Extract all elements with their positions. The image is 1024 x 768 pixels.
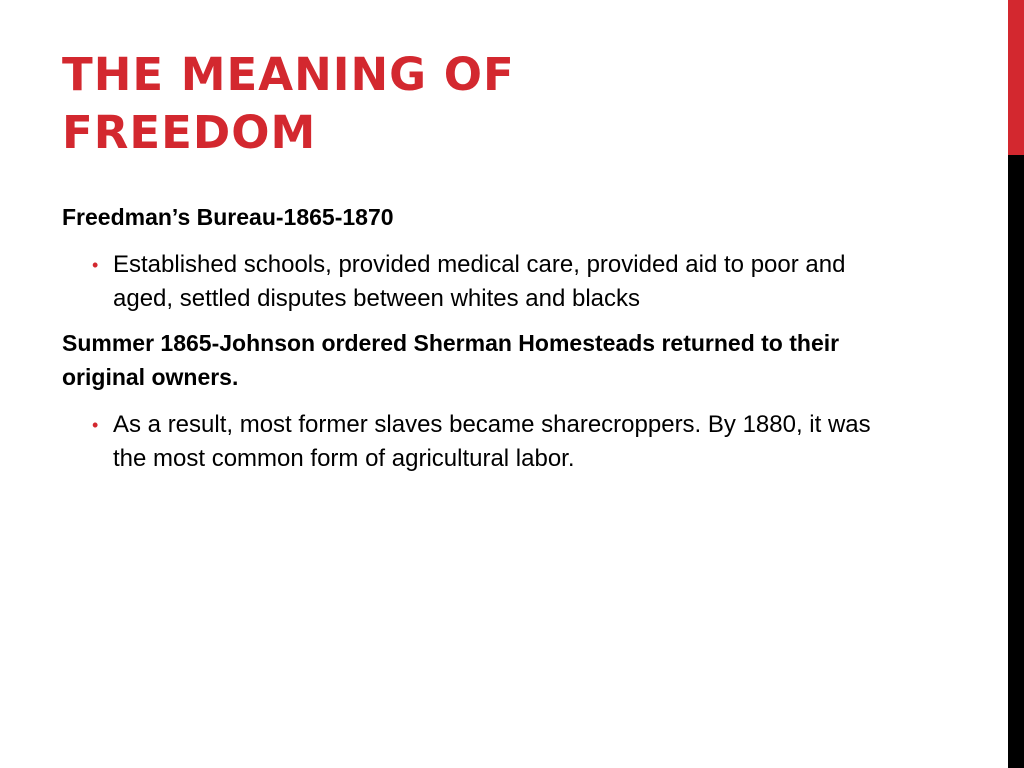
bullet-list <box>62 248 882 316</box>
slide-title <box>62 46 662 162</box>
slide-title-line-2: FREEDOM <box>62 106 317 159</box>
slide-body <box>62 200 882 476</box>
bullet-item <box>62 408 882 476</box>
bullet-item <box>62 248 882 316</box>
accent-bar-red <box>1008 0 1024 155</box>
bullet-text: Established schools, provided medical care, provided aid to poor and aged, settled disputes between whites and blacks <box>113 251 846 312</box>
bullet-text: As a result, most former slaves became sharecroppers. By 1880, it was the most common form of agricultural labor. <box>113 411 871 472</box>
slide-title-line-1: THE MEANING OF <box>62 48 515 101</box>
bullet-dot-icon: • <box>92 415 99 435</box>
accent-bar-black <box>1008 155 1024 768</box>
bullet-dot-icon: • <box>92 255 99 275</box>
section-heading-freedmans-bureau: Freedman’s Bureau-1865-1870 <box>62 204 394 230</box>
bullet-list <box>62 408 882 476</box>
section-heading-sherman-homesteads: Summer 1865-Johnson ordered Sherman Homesteads returned to their original owners. <box>62 330 840 390</box>
